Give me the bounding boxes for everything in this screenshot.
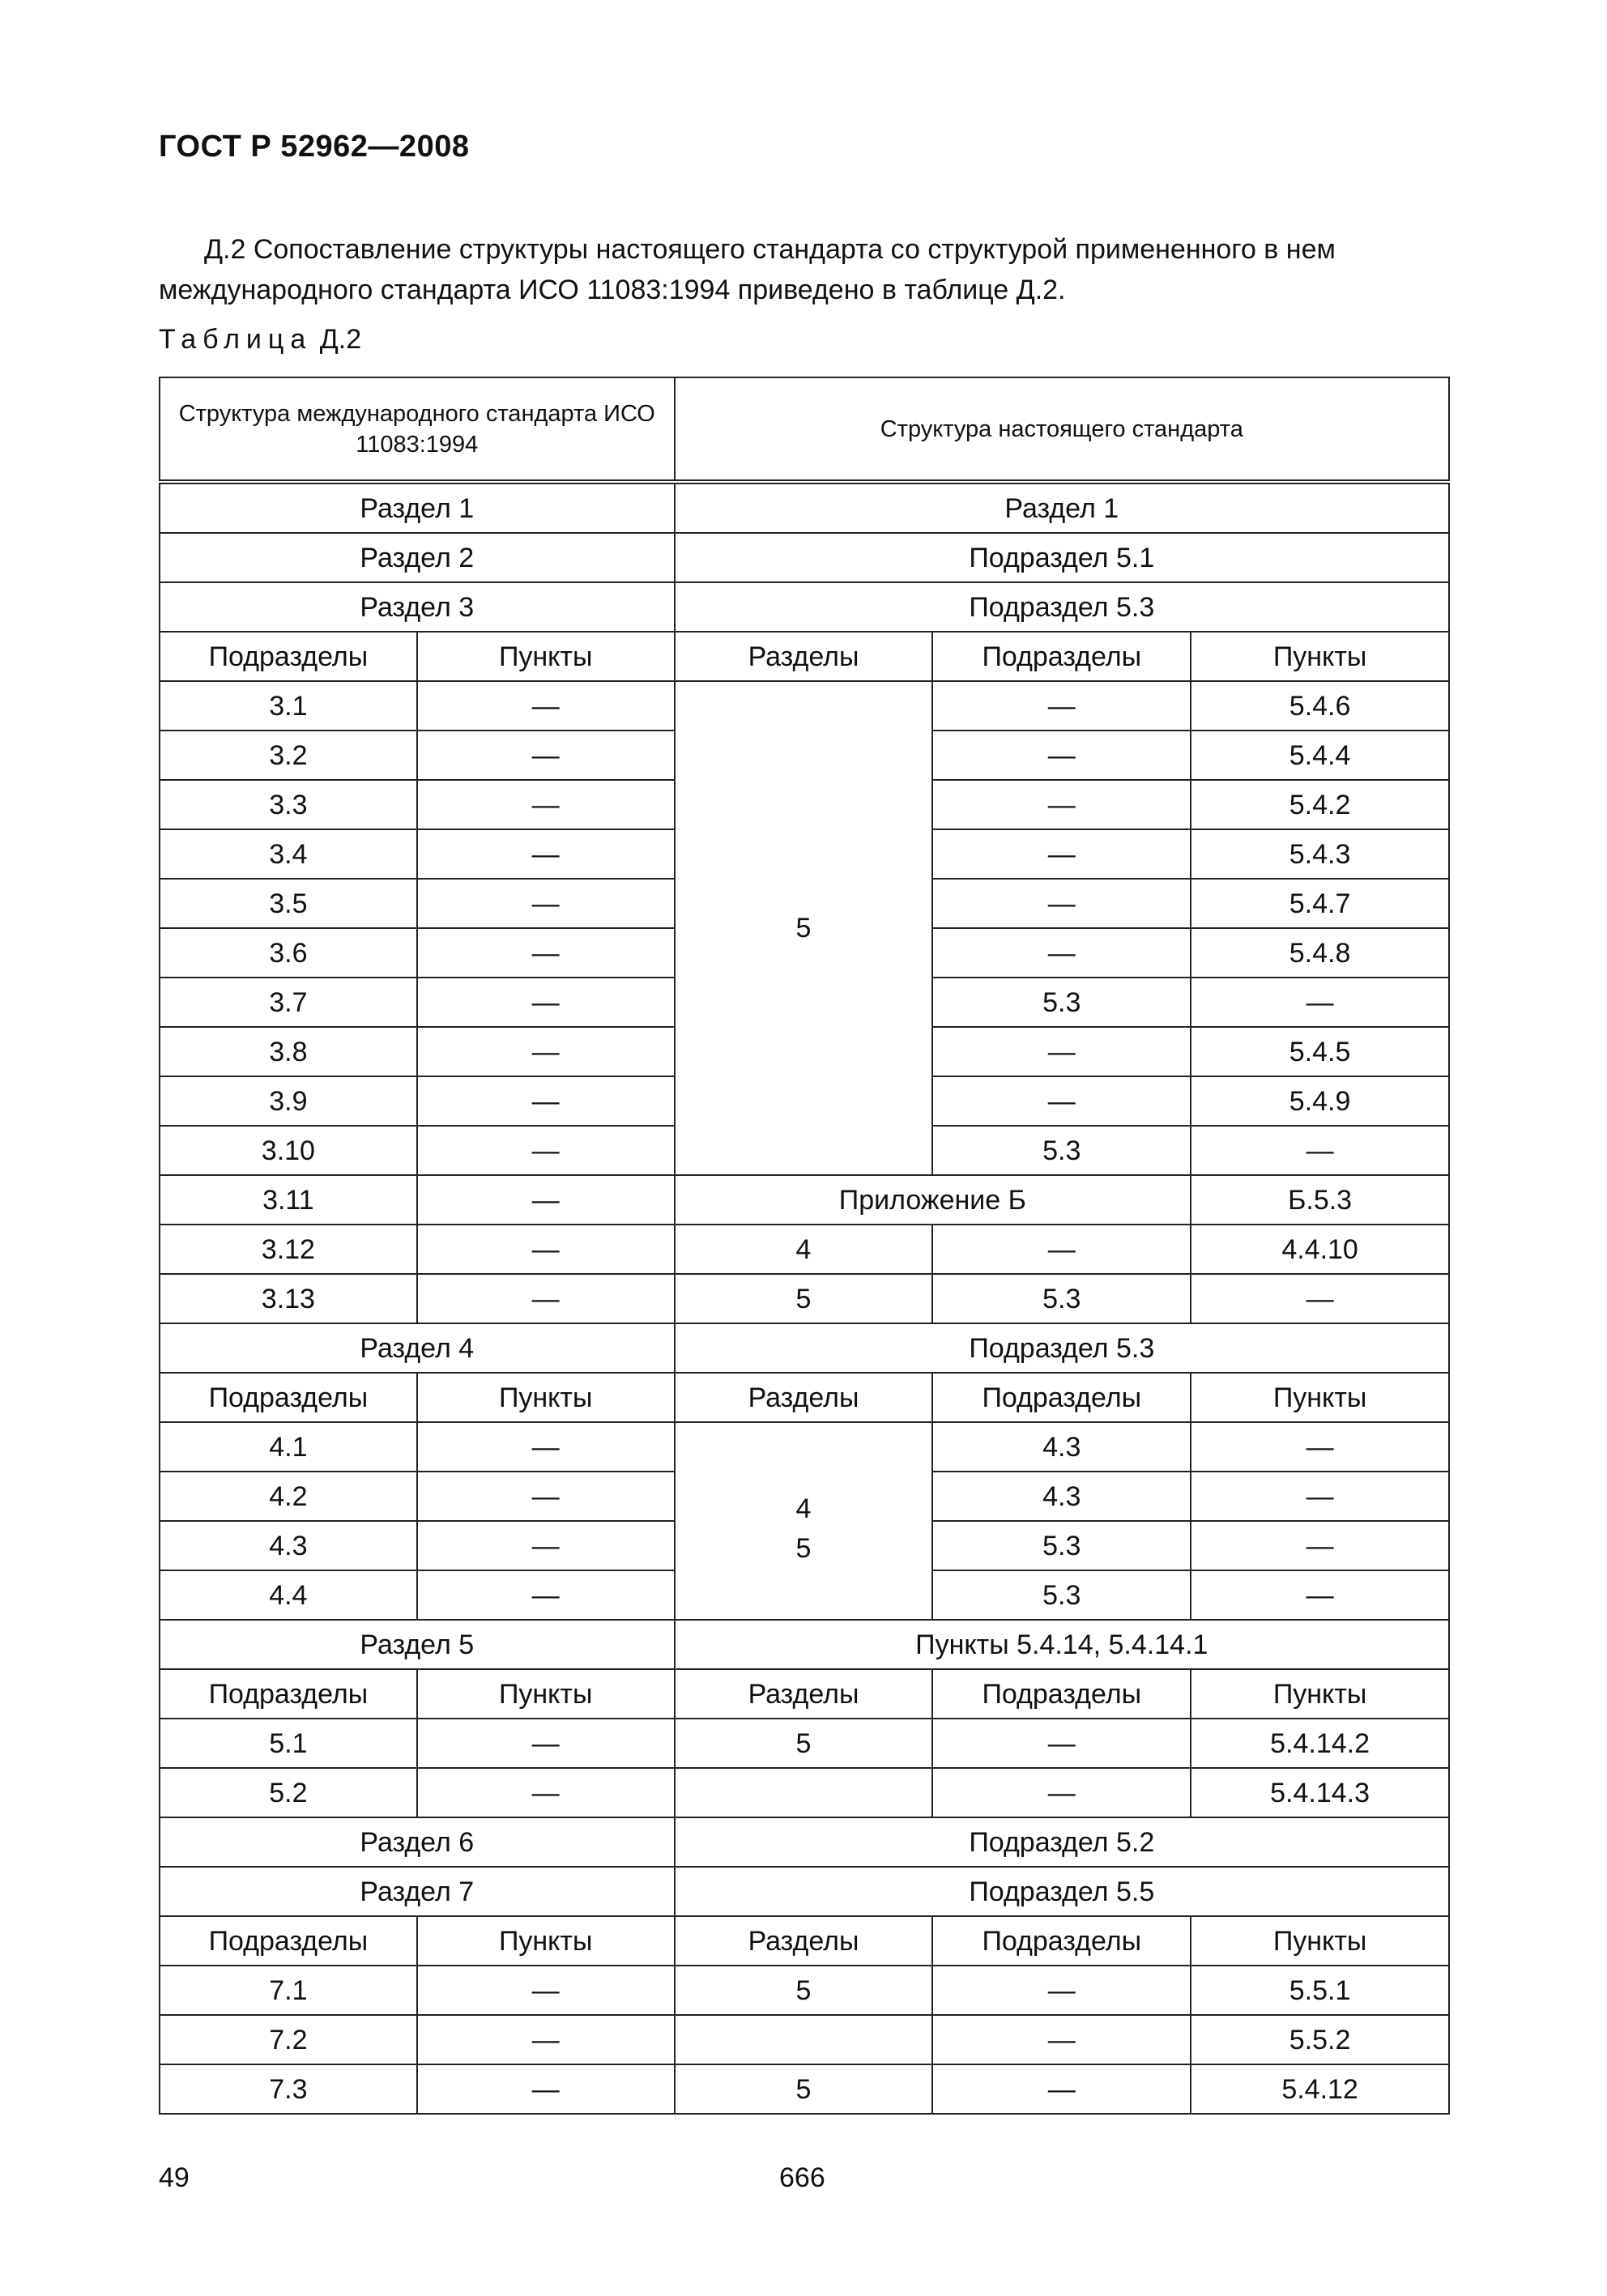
cell-nat-section: 5 (675, 1719, 933, 1768)
cell-nat-section: Подраздел 5.5 (675, 1867, 1449, 1916)
subheader-subsections: Подразделы (932, 1916, 1191, 1966)
table-row (160, 1323, 1449, 1373)
cell-nat-clause: — (1191, 1126, 1449, 1175)
cell-nat-annex: Приложение Б (675, 1175, 1191, 1225)
cell-nat-clause: — (1191, 1274, 1449, 1323)
table-caption-label: Таблица (159, 324, 313, 355)
cell-intl-section: Раздел 6 (160, 1817, 675, 1867)
cell-intl-clause: — (417, 1472, 675, 1521)
table-row (160, 1225, 1449, 1274)
table-row (160, 1274, 1449, 1323)
subheader-row (160, 1669, 1449, 1719)
table-row (160, 1966, 1449, 2015)
cell-intl-clause: — (417, 2064, 675, 2114)
subheader-subsections: Подразделы (932, 1373, 1191, 1422)
table-caption-number: Д.2 (319, 324, 362, 355)
cell-nat-section: Подраздел 5.1 (675, 533, 1449, 582)
cell-nat-section: 5 (675, 1274, 933, 1323)
table-row (160, 482, 1449, 533)
cell-intl-clause: — (417, 1768, 675, 1817)
cell-nat-clause: 4.4.10 (1191, 1225, 1449, 1274)
table-row (160, 1422, 1449, 1472)
subheader-clauses: Пункты (1191, 1373, 1449, 1422)
cell-nat-subsection: — (932, 1027, 1191, 1076)
table-row (160, 1620, 1449, 1669)
cell-intl-section: Раздел 1 (160, 482, 675, 533)
cell-nat-subsection: 4.3 (932, 1472, 1191, 1521)
cell-intl-clause: — (417, 1126, 675, 1175)
cell-nat-section: Подраздел 5.3 (675, 582, 1449, 632)
cell-intl-subsection: 7.1 (160, 1966, 417, 2015)
cell-nat-clause: — (1191, 1521, 1449, 1570)
subheader-clauses: Пункты (417, 1373, 675, 1422)
cell-intl-section: Раздел 2 (160, 533, 675, 582)
cell-nat-clause: 5.4.2 (1191, 780, 1449, 829)
table-row (160, 2015, 1449, 2064)
subheader-subsections: Подразделы (160, 1373, 417, 1422)
cell-intl-clause: — (417, 829, 675, 879)
cell-intl-subsection: 7.3 (160, 2064, 417, 2114)
cell-nat-subsection: 5.3 (932, 1126, 1191, 1175)
cell-intl-clause: — (417, 1076, 675, 1126)
cell-intl-subsection: 4.3 (160, 1521, 417, 1570)
subheader-sections: Разделы (675, 1916, 933, 1966)
merged-section-line-1: 4 (795, 1493, 812, 1524)
cell-intl-subsection: 3.4 (160, 829, 417, 879)
cell-nat-clause: — (1191, 978, 1449, 1027)
cell-nat-clause: Б.5.3 (1191, 1175, 1449, 1225)
cell-nat-section: 5 (675, 2064, 933, 2114)
table-header-row (160, 377, 1449, 482)
cell-intl-subsection: 5.2 (160, 1768, 417, 1817)
subheader-subsections: Подразделы (932, 1669, 1191, 1719)
cell-nat-subsection: 5.3 (932, 1274, 1191, 1323)
merged-section-line-2: 5 (795, 1533, 812, 1564)
subheader-row (160, 1373, 1449, 1422)
cell-intl-subsection: 3.9 (160, 1076, 417, 1126)
cell-nat-clause: — (1191, 1570, 1449, 1620)
header-national: Структура настоящего стандарта (675, 377, 1449, 482)
cell-intl-subsection: 3.7 (160, 978, 417, 1027)
cell-nat-section-merged: 5 (675, 681, 933, 1175)
cell-intl-clause: — (417, 1027, 675, 1076)
cell-nat-section (675, 1768, 933, 1817)
page-number: 49 (159, 2162, 190, 2193)
cell-intl-subsection: 4.2 (160, 1472, 417, 1521)
subheader-clauses: Пункты (417, 632, 675, 681)
cell-intl-subsection: 7.2 (160, 2015, 417, 2064)
cell-nat-section-merged (675, 1422, 933, 1620)
cell-nat-subsection: 5.3 (932, 1570, 1191, 1620)
cell-intl-section: Раздел 4 (160, 1323, 675, 1373)
cell-intl-clause: — (417, 1719, 675, 1768)
comparison-table (159, 377, 1450, 2115)
cell-intl-clause: — (417, 978, 675, 1027)
cell-nat-subsection: — (932, 1768, 1191, 1817)
cell-intl-subsection: 3.12 (160, 1225, 417, 1274)
cell-intl-subsection: 3.2 (160, 731, 417, 780)
subheader-sections: Разделы (675, 1669, 933, 1719)
cell-nat-section (675, 2015, 933, 2064)
subheader-clauses: Пункты (1191, 1669, 1449, 1719)
subheader-clauses: Пункты (417, 1669, 675, 1719)
document-header: ГОСТ Р 52962—2008 (159, 130, 470, 164)
table-caption (159, 324, 361, 356)
cell-nat-subsection: — (932, 1966, 1191, 2015)
subheader-clauses: Пункты (1191, 632, 1449, 681)
cell-nat-subsection: — (932, 780, 1191, 829)
subheader-row (160, 632, 1449, 681)
subheader-subsections: Подразделы (160, 1669, 417, 1719)
cell-nat-section: Подраздел 5.2 (675, 1817, 1449, 1867)
subheader-clauses: Пункты (1191, 1916, 1449, 1966)
cell-intl-clause: — (417, 1521, 675, 1570)
cell-intl-section: Раздел 3 (160, 582, 675, 632)
cell-intl-clause: — (417, 879, 675, 928)
cell-nat-subsection: — (932, 1719, 1191, 1768)
cell-nat-clause: 5.5.1 (1191, 1966, 1449, 2015)
cell-nat-clause: 5.4.5 (1191, 1027, 1449, 1076)
cell-intl-subsection: 3.5 (160, 879, 417, 928)
cell-nat-clause: 5.4.7 (1191, 879, 1449, 928)
cell-nat-clause: 5.4.14.3 (1191, 1768, 1449, 1817)
cell-intl-clause: — (417, 1422, 675, 1472)
table-row (160, 1817, 1449, 1867)
cell-intl-clause: — (417, 1966, 675, 2015)
cell-intl-clause: — (417, 780, 675, 829)
cell-intl-subsection: 3.3 (160, 780, 417, 829)
table-row (160, 1175, 1449, 1225)
header-international: Структура международного стандарта ИСО 11083:1994 (160, 377, 675, 482)
cell-intl-clause: — (417, 1175, 675, 1225)
cell-nat-subsection: — (932, 731, 1191, 780)
cell-nat-clause: — (1191, 1472, 1449, 1521)
subheader-clauses: Пункты (417, 1916, 675, 1966)
cell-nat-clause: 5.4.3 (1191, 829, 1449, 879)
cell-nat-subsection: 5.3 (932, 1521, 1191, 1570)
cell-intl-subsection: 4.1 (160, 1422, 417, 1472)
cell-intl-clause: — (417, 1570, 675, 1620)
cell-intl-section: Раздел 5 (160, 1620, 675, 1669)
cell-nat-subsection: — (932, 1076, 1191, 1126)
cell-nat-clause: 5.4.4 (1191, 731, 1449, 780)
cell-nat-section: 5 (675, 1966, 933, 2015)
cell-intl-subsection: 3.1 (160, 681, 417, 731)
cell-intl-subsection: 3.11 (160, 1175, 417, 1225)
cell-intl-clause: — (417, 1274, 675, 1323)
cell-nat-subsection: 5.3 (932, 978, 1191, 1027)
table-row (160, 1768, 1449, 1817)
subheader-subsections: Подразделы (160, 1916, 417, 1966)
subheader-sections: Разделы (675, 1373, 933, 1422)
cell-nat-section: Раздел 1 (675, 482, 1449, 533)
cell-intl-subsection: 3.10 (160, 1126, 417, 1175)
cell-nat-subsection: — (932, 2064, 1191, 2114)
cell-nat-section: Пункты 5.4.14, 5.4.14.1 (675, 1620, 1449, 1669)
cell-intl-section: Раздел 7 (160, 1867, 675, 1916)
cell-nat-clause: 5.4.9 (1191, 1076, 1449, 1126)
cell-nat-clause: 5.4.14.2 (1191, 1719, 1449, 1768)
subheader-subsections: Подразделы (160, 632, 417, 681)
cell-intl-clause: — (417, 2015, 675, 2064)
table-row (160, 2064, 1449, 2114)
cell-nat-clause: 5.4.6 (1191, 681, 1449, 731)
cell-intl-clause: — (417, 731, 675, 780)
cell-nat-subsection: — (932, 928, 1191, 978)
sheet-number: 666 (779, 2162, 825, 2193)
cell-nat-subsection: — (932, 829, 1191, 879)
cell-nat-subsection: 4.3 (932, 1422, 1191, 1472)
table-row (160, 1719, 1449, 1768)
cell-intl-clause: — (417, 681, 675, 731)
table-row (160, 681, 1449, 731)
cell-nat-section: Подраздел 5.3 (675, 1323, 1449, 1373)
cell-intl-clause: — (417, 1225, 675, 1274)
table-row (160, 533, 1449, 582)
table-row (160, 1867, 1449, 1916)
table-row (160, 582, 1449, 632)
cell-nat-clause: 5.4.8 (1191, 928, 1449, 978)
subheader-sections: Разделы (675, 632, 933, 681)
cell-nat-subsection: — (932, 681, 1191, 731)
cell-nat-subsection: — (932, 1225, 1191, 1274)
cell-nat-subsection: — (932, 879, 1191, 928)
cell-intl-subsection: 5.1 (160, 1719, 417, 1768)
cell-intl-subsection: 4.4 (160, 1570, 417, 1620)
subheader-row (160, 1916, 1449, 1966)
cell-nat-clause: — (1191, 1422, 1449, 1472)
cell-intl-subsection: 3.6 (160, 928, 417, 978)
cell-intl-subsection: 3.13 (160, 1274, 417, 1323)
cell-intl-subsection: 3.8 (160, 1027, 417, 1076)
intro-line-1: Д.2 Сопоставление структуры настоящего стандарта со структурой примененного в нем (204, 234, 1336, 265)
cell-nat-clause: 5.5.2 (1191, 2015, 1449, 2064)
cell-nat-section: 4 (675, 1225, 933, 1274)
cell-intl-clause: — (417, 928, 675, 978)
subheader-subsections: Подразделы (932, 632, 1191, 681)
intro-line-2: международного стандарта ИСО 11083:1994 приведено в таблице Д.2. (159, 275, 1066, 305)
cell-nat-clause: 5.4.12 (1191, 2064, 1449, 2114)
intro-paragraph (159, 229, 1451, 310)
cell-nat-subsection: — (932, 2015, 1191, 2064)
